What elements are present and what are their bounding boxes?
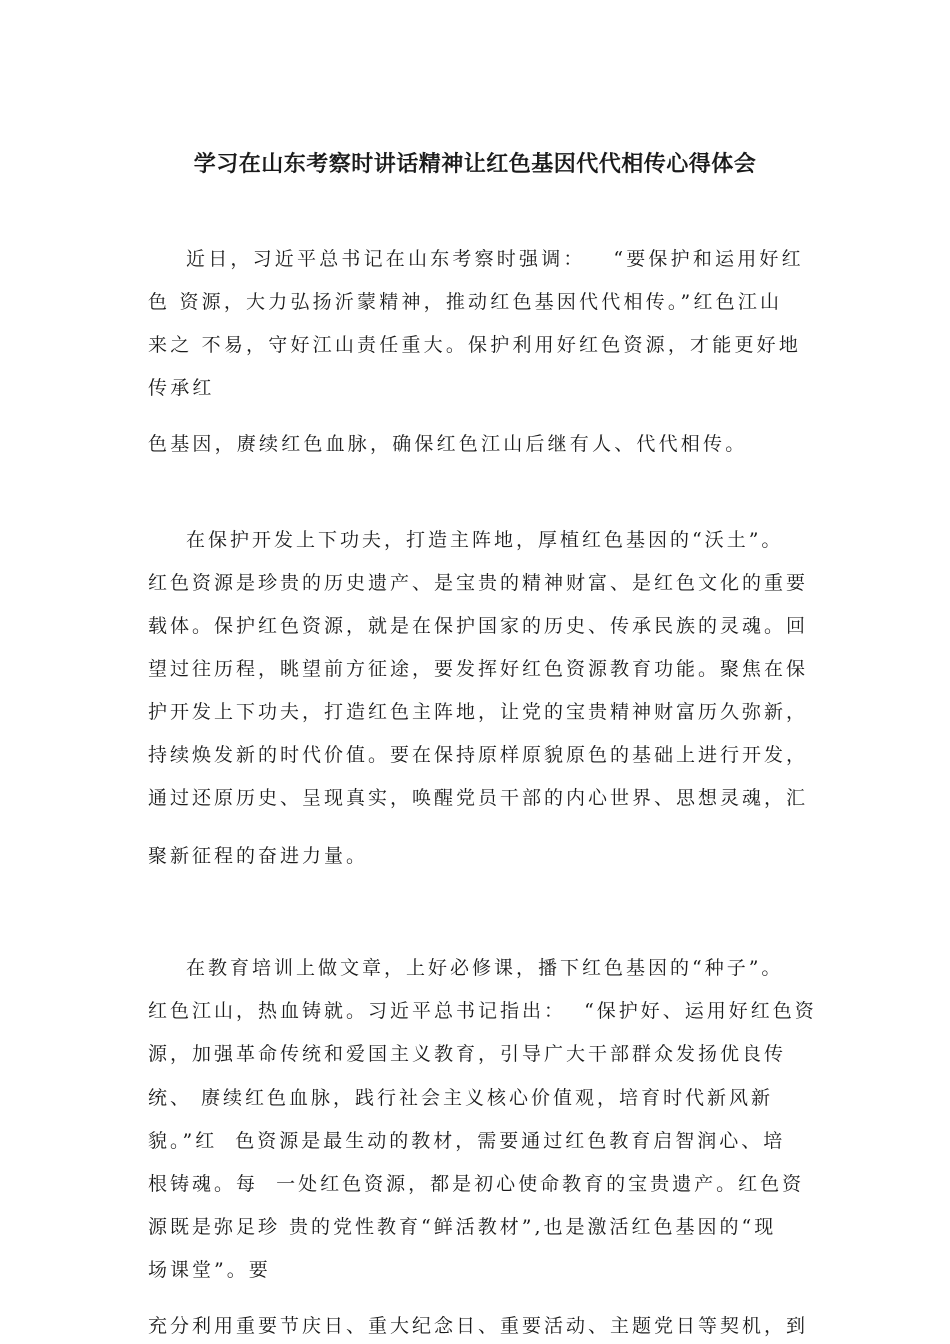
paragraph-line: 场课堂”。要 xyxy=(148,1259,271,1281)
paragraph-line: 通过还原历史、呈现真实，唤醒党员干部的内心世界、思想灵魂，汇 xyxy=(148,787,809,809)
paragraph-line: 来之 不易，守好江山责任重大。保护利用好红色资源，才能更好地 xyxy=(148,334,802,356)
paragraph-line: 貌。”红 色资源是最生动的教材，需要通过红色教育启智润心、培 xyxy=(148,1130,786,1152)
paragraph-line: 近日，习近平总书记在山东考察时强调： “要保护和运用好红 xyxy=(186,248,804,270)
paragraph-line: 红色江山，热血铸就。习近平总书记指出： “保护好、运用好红色资 xyxy=(148,1000,817,1022)
paragraph-line: 载体。保护红色资源，就是在保护国家的历史、传承民族的灵魂。回 xyxy=(148,615,809,637)
paragraph-line: 统、 赓续红色血脉，践行社会主义核心价值观，培育时代新风新 xyxy=(148,1087,774,1109)
paragraph-line: 护开发上下功夫，打造红色主阵地，让党的宝贵精神财富历久弥新， xyxy=(148,701,809,723)
paragraph-line: 聚新征程的奋进力量。 xyxy=(148,845,369,867)
paragraph-line: 望过往历程，眺望前方征途，要发挥好红色资源教育功能。聚焦在保 xyxy=(148,658,809,680)
paragraph-line: 在教育培训上做文章，上好必修课，播下红色基因的“种子”。 xyxy=(186,957,784,979)
paragraph-line: 源既是弥足珍 贵的党性教育“鲜活教材”,也是激活红色基因的“现 xyxy=(148,1216,777,1238)
document-title: 学习在山东考察时讲话精神让红色基因代代相传心得体会 xyxy=(193,151,757,177)
paragraph-line: 红色资源是珍贵的历史遗产、是宝贵的精神财富、是红色文化的重要 xyxy=(148,572,809,594)
paragraph-line: 色基因，赓续红色血脉，确保红色江山后继有人、代代相传。 xyxy=(148,433,748,455)
paragraph-line: 充分利用重要节庆日、重大纪念日、重要活动、主题党日等契机，到 xyxy=(148,1315,809,1337)
paragraph-line: 根铸魂。每 一处红色资源，都是初心使命教育的宝贵遗产。红色资 xyxy=(148,1173,805,1195)
paragraph-line: 源，加强革命传统和爱国主义教育，引导广大干部群众发扬优良传 xyxy=(148,1043,787,1065)
paragraph-line: 持续焕发新的时代价值。要在保持原样原貌原色的基础上进行开发， xyxy=(148,744,809,766)
paragraph-line: 在保护开发上下功夫，打造主阵地，厚植红色基因的“沃土”。 xyxy=(186,529,784,551)
paragraph-line: 色 资源，大力弘扬沂蒙精神，推动红色基因代代相传。”红色江山 xyxy=(148,291,783,313)
paragraph-line: 传承红 xyxy=(148,377,215,399)
